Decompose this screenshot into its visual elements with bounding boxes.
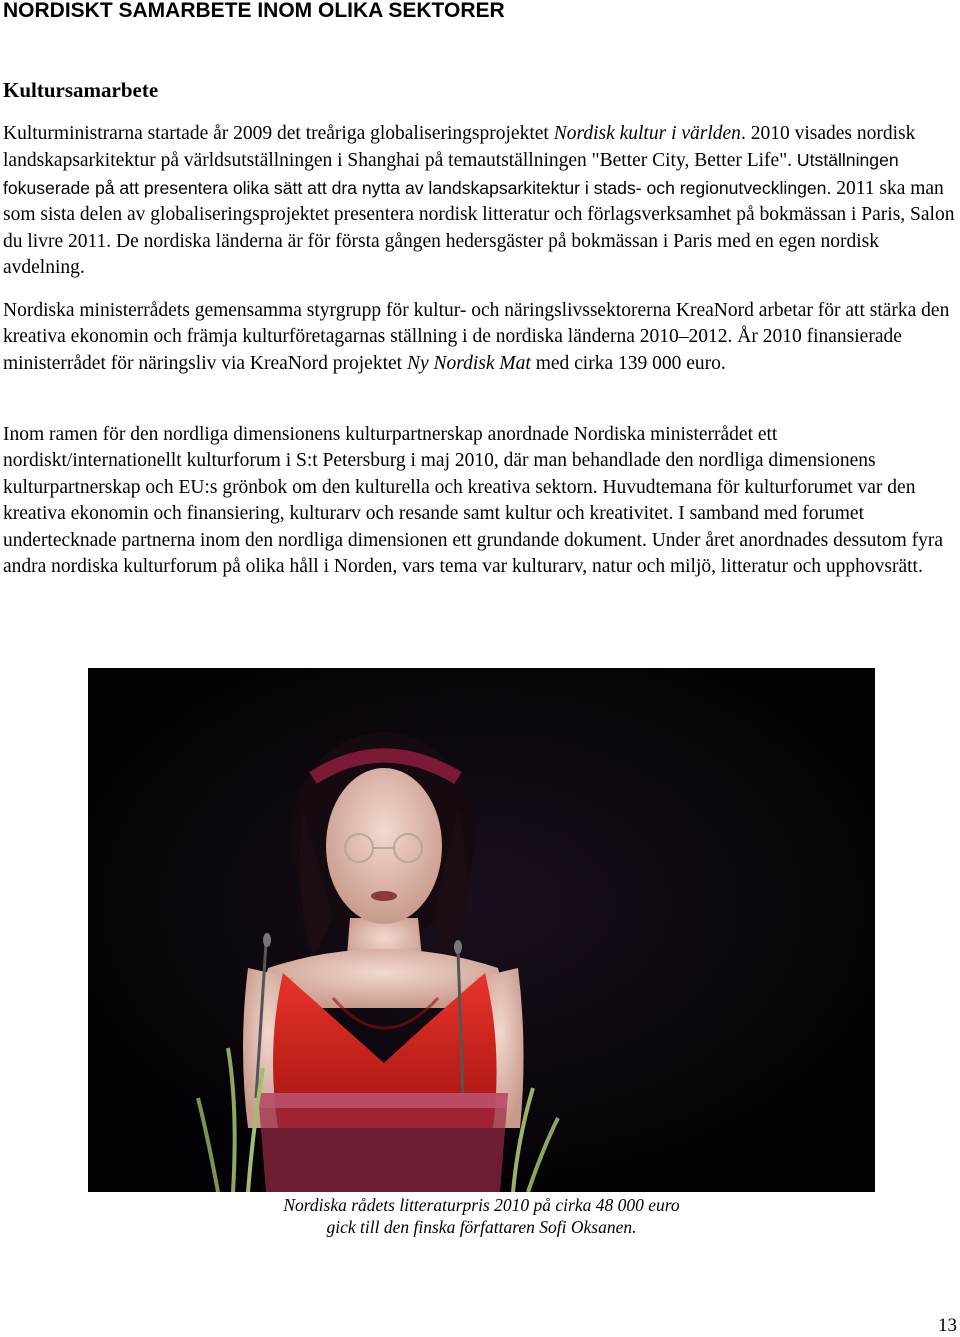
project-title-italic: Nordisk kultur i världen: [553, 123, 741, 144]
paragraph-text: Nordiska ministerrådets gemensamma styrgrupp för kultur- och näringslivssektorerna KreaNord arbetar för att stärka den kreativa ekonomin och främja kulturföretagarnas ställning i de nordiska länderna 2010–2012. År 2010 finansierade ministerrådet för näringsliv via KreaNord projektet: [3, 300, 950, 374]
paragraph-kreanord: [3, 298, 960, 377]
paragraph-text: med cirka 139 000 euro.: [530, 352, 726, 374]
paragraph-northern-dimension: Inom ramen för den nordliga dimensionens kulturpartnerskap anordnade Nordiska ministerrådet ett nordiskt/internationellt kulturforum i S:t Petersburg i maj 2010, där man behandlade den nordliga dimensionens kulturpartnerskap och EU:s grönbok om den kulturella och kreativa sektorn. Huvudtemana för kulturforumet var den kreativa ekonomin och finansiering, kulturarv och resande samt kultur och kreativitet. I samband med forumet undertecknade partnerna inom den nordliga dimensionen ett grundande dokument. Under året anordnades dessutom fyra andra nordiska kulturforum på olika håll i Norden, vars tema var kulturarv, natur och miljö, litteratur och upphovsrätt.: [3, 424, 944, 578]
photo-caption-line-1: Nordiska rådets litteraturpris 2010 på cirka 48 000 euro: [283, 1195, 680, 1215]
section-heading: Kultursamarbete: [3, 78, 159, 102]
photo-caption-line-2: gick till den finska författaren Sofi Oksanen.: [326, 1217, 637, 1237]
paragraph-text-sans: Utställningen fokuserade på att presentera olika sätt att dra nytta av landskapsarkitektur i stads- och regionutvecklingen.: [3, 150, 899, 198]
paragraph-globalisation-project: [3, 121, 960, 281]
paragraph-text: 2011 ska man som sista delen av globaliseringsprojektet presentera nordisk litteratur och förlagsverksamhet på bokmässan i Paris, Salon du livre 2011. De nordiska länderna är för första gången hedersgäster på bokmässan i Paris med en egen nordisk avdelning.: [3, 177, 955, 279]
speaker-illustration: [88, 668, 875, 1192]
page-heading: NORDISKT SAMARBETE INOM OLIKA SEKTORER: [3, 0, 505, 22]
paragraph-text: Kulturministrarna startade år 2009 det treåriga globaliseringsprojektet: [3, 123, 554, 144]
page-number: 13: [938, 1315, 957, 1336]
speaker-photo: [88, 668, 875, 1192]
paragraph-text: . 2010 visades nordisk landskapsarkitektur på världsutställningen i Shanghai på temautställningen "Better City, Better Life".: [3, 123, 916, 172]
project-title-italic: Ny Nordisk Mat: [406, 352, 531, 374]
